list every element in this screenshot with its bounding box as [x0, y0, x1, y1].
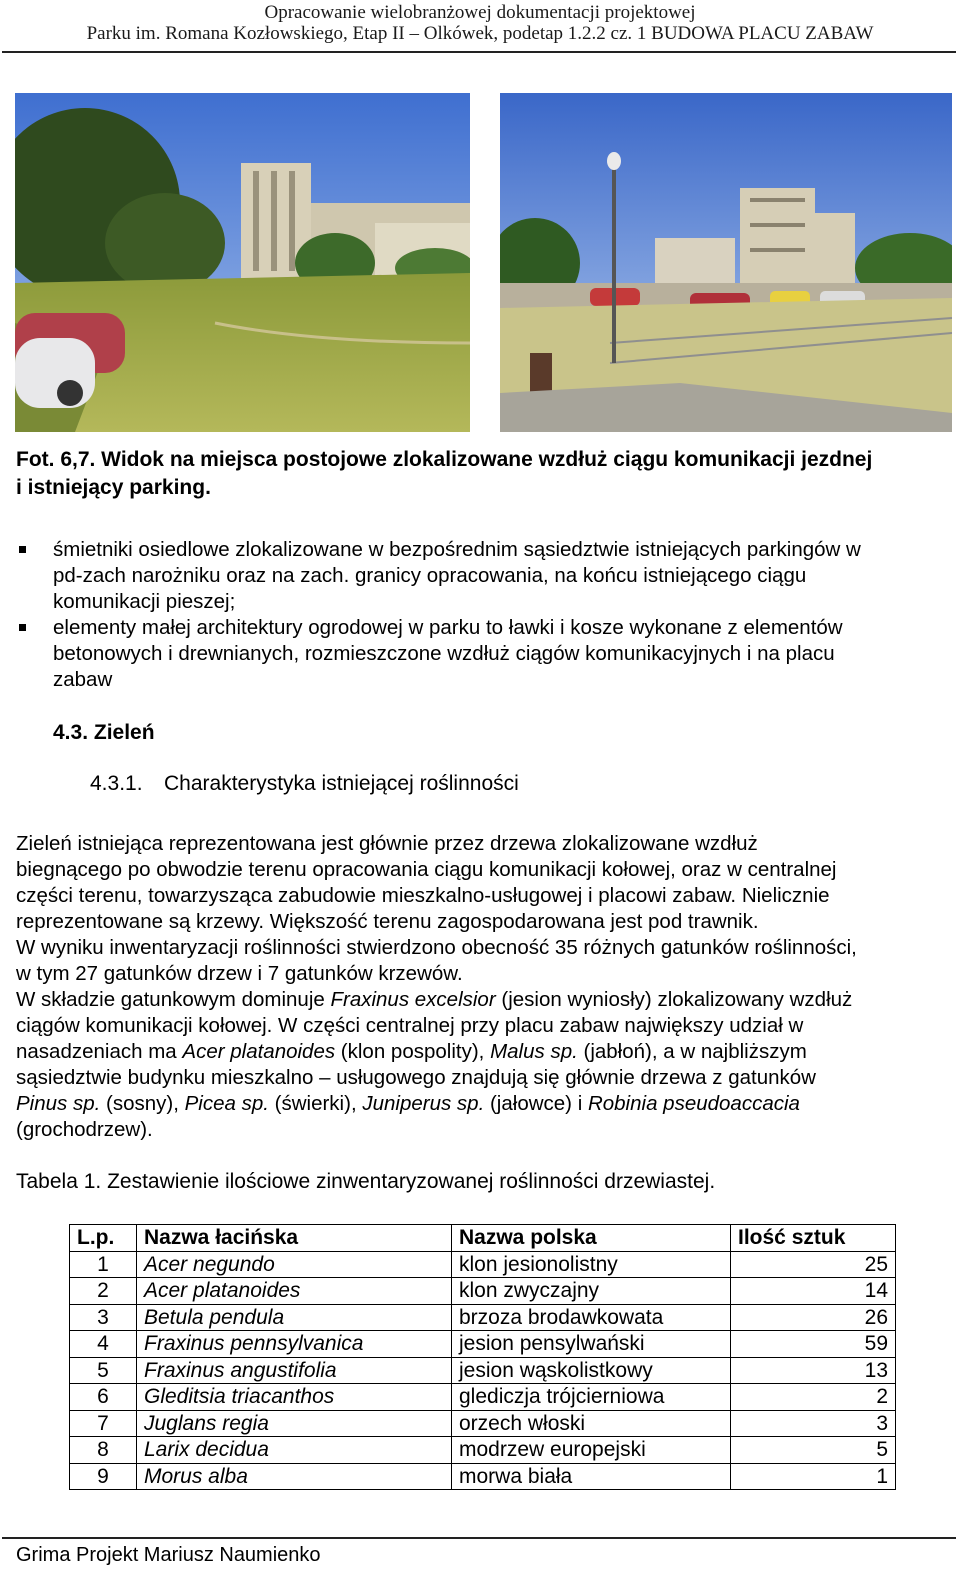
bullet-square-icon: [19, 546, 26, 553]
page-footer: Grima Projekt Mariusz Naumienko: [16, 1544, 321, 1566]
table-row: 5 Fraxinus angustifolia jesion wąskolistkowy 13: [70, 1357, 896, 1384]
subsection-title: Charakterystyka istniejącej roślinności: [164, 772, 519, 795]
footer-divider: [2, 1537, 956, 1539]
table-row: 9 Morus alba morwa biała 1: [70, 1463, 896, 1490]
table-row: 4 Fraxinus pennsylvanica jesion pensylwański 59: [70, 1331, 896, 1358]
para-line: W wyniku inwentaryzacji roślinności stwierdzono obecność 35 różnych gatunków roślinności,: [16, 936, 857, 959]
table-row: 3 Betula pendula brzoza brodawkowata 26: [70, 1304, 896, 1331]
para-line: w tym 27 gatunków drzew i 7 gatunków krzewów.: [16, 962, 463, 985]
photo-7: [500, 93, 952, 432]
table-caption: Tabela 1. Zestawienie ilościowe zinwentaryzowanej roślinności drzewiastej.: [16, 1170, 716, 1193]
para-line: (grochodrzew).: [16, 1118, 153, 1141]
header-divider: [2, 51, 956, 53]
caption-line-1: Fot. 6,7. Widok na miejsca postojowe zlokalizowane wzdłuż ciągu komunikacji jezdnej: [16, 448, 873, 471]
para-line: biegnącego po obwodzie terenu opracowania ciągu komunikacji kołowej, oraz w centralnej: [16, 858, 837, 881]
header-line-2: Parku im. Romana Kozłowskiego, Etap II – Olkówek, podetap 1.2.2 cz. 1 BUDOWA PLACU ZABAW: [86, 23, 874, 44]
bullet-line: zabaw: [53, 668, 113, 691]
para-line: reprezentowane są krzewy. Większość terenu zagospodarowana jest pod trawnik.: [16, 910, 759, 933]
table-header-row: [70, 1225, 896, 1252]
vegetation-paragraph: [16, 831, 956, 1143]
bullet-line: komunikacji pieszej;: [53, 590, 236, 613]
header-cell: Ilość sztuk: [731, 1225, 896, 1252]
table-row: 2 Acer platanoides klon zwyczajny 14: [70, 1278, 896, 1305]
header-cell: Nazwa łacińska: [137, 1225, 452, 1252]
bullet-item: [16, 615, 956, 693]
para-line: nasadzeniach ma Acer platanoides (klon pospolity), Malus sp. (jabłoń), a w najbliższym: [16, 1040, 807, 1063]
header-cell: L.p.: [70, 1225, 137, 1252]
subsection-heading: [90, 772, 519, 796]
para-line: W składzie gatunkowym dominuje Fraxinus excelsior (jesion wyniosły) zlokalizowany wzdłuż: [16, 988, 853, 1011]
para-line: ciągów komunikacji kołowej. W części centralnej przy placu zabaw największy udział w: [16, 1014, 804, 1037]
bullet-line: elementy małej architektury ogrodowej w parku to ławki i kosze wykonane z elementów: [53, 616, 843, 639]
para-line: Zieleń istniejąca reprezentowana jest głównie przez drzewa zlokalizowane wzdłuż: [16, 832, 758, 855]
para-line: sąsiedztwie budynku mieszkalno – usługowego znajdują się głównie drzewa z gatunków: [16, 1066, 816, 1089]
bullet-line: betonowych i drewnianych, rozmieszczone wzdłuż ciągów komunikacyjnych i na placu: [53, 642, 835, 665]
bullet-line: śmietniki osiedlowe zlokalizowane w bezpośrednim sąsiedztwie istniejących parkingów w: [53, 538, 861, 561]
subsection-number: 4.3.1.: [90, 772, 143, 795]
bullet-square-icon: [19, 624, 26, 631]
header-line-1: Opracowanie wielobranżowej dokumentacji projektowej: [264, 2, 696, 23]
section-heading: 4.3. Zieleń: [53, 721, 155, 744]
tree-inventory-table: [69, 1224, 896, 1490]
bullet-list: [16, 537, 956, 693]
table-row: 7 Juglans regia orzech włoski 3: [70, 1410, 896, 1437]
table-row: 8 Larix decidua modrzew europejski 5: [70, 1437, 896, 1464]
photo-caption: [16, 446, 951, 502]
photo-6: [15, 93, 470, 432]
table-row: 1 Acer negundo klon jesionolistny 25: [70, 1251, 896, 1278]
header-cell: Nazwa polska: [452, 1225, 731, 1252]
bullet-item: [16, 537, 956, 615]
table-row: 6 Gleditsia triacanthos glediczja trójcierniowa 2: [70, 1384, 896, 1411]
para-line: Pinus sp. (sosny), Picea sp. (świerki), Juniperus sp. (jałowce) i Robinia pseudoaccacia: [16, 1092, 800, 1115]
para-line: części terenu, towarzysząca zabudowie mieszkalno-usługowej i placowi zabaw. Nielicznie: [16, 884, 830, 907]
bullet-line: pd-zach narożniku oraz na zach. granicy opracowania, na końcu istniejącego ciągu: [53, 564, 807, 587]
caption-line-2: i istniejący parking.: [16, 476, 211, 499]
